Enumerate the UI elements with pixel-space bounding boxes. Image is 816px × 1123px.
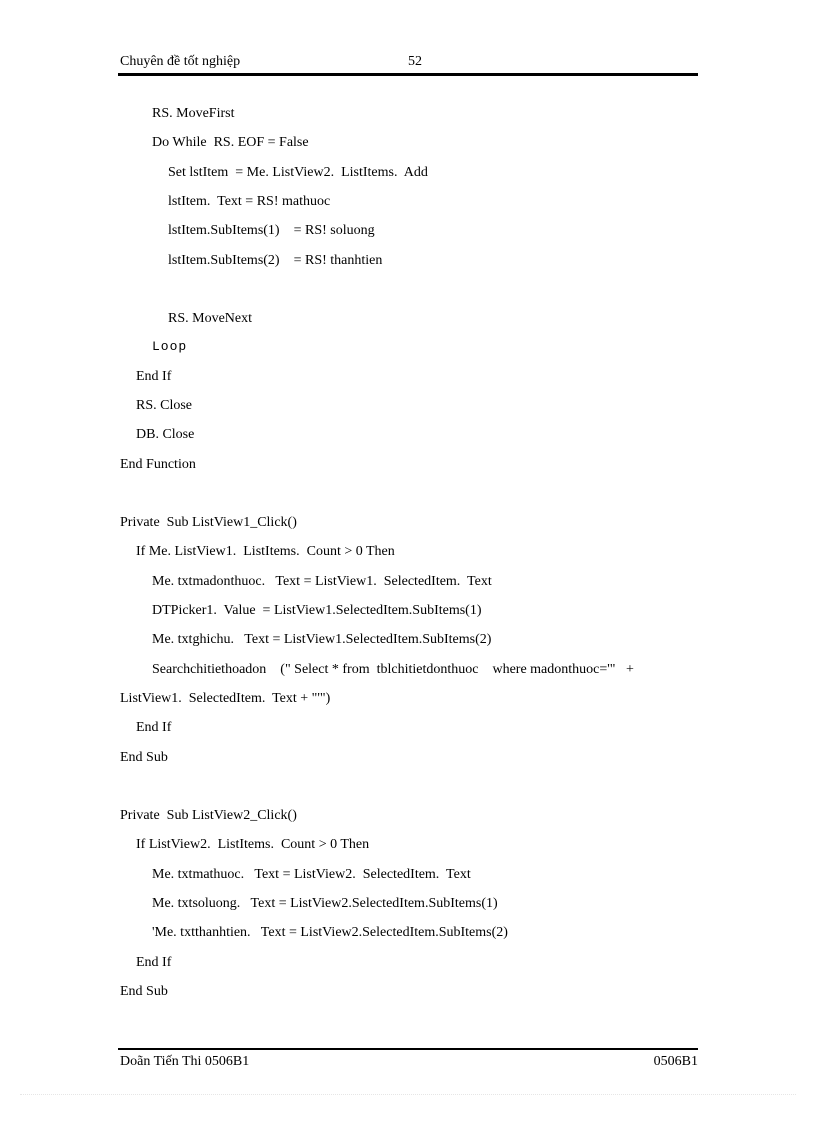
code-line: End If [136, 720, 172, 735]
document-title: Chuyên đề tốt nghiệp [120, 54, 241, 69]
page-footer [120, 1054, 698, 1074]
code-line: If Me. ListView1. ListItems. Count > 0 Then [136, 544, 395, 559]
code-line: End Sub [120, 750, 168, 765]
code-line: RS. MoveFirst [152, 106, 235, 121]
code-line: If ListView2. ListItems. Count > 0 Then [136, 837, 370, 852]
code-line: Me. txtsoluong. Text = ListView2.SelectedItem.SubItems(1) [152, 896, 498, 911]
footer-code: 0506B1 [653, 1054, 698, 1069]
code-line: Me. txtmadonthuoc. Text = ListView1. SelectedItem. Text [152, 574, 492, 589]
header-rule [118, 73, 698, 76]
code-line: Loop [152, 339, 188, 354]
page-number: 52 [408, 54, 422, 69]
code-line: End If [136, 369, 172, 384]
code-line: End Sub [120, 984, 168, 999]
code-line: RS. MoveNext [168, 311, 252, 326]
code-line: lstItem.SubItems(1) = RS! soluong [168, 223, 375, 238]
code-line: ListView1. SelectedItem. Text + "'") [120, 691, 331, 706]
footer-author: Doãn Tiến Thi 0506B1 [120, 1054, 250, 1069]
code-line: End If [136, 955, 172, 970]
code-line: Private Sub ListView2_Click() [120, 808, 297, 823]
code-line: 'Me. txtthanhtien. Text = ListView2.SelectedItem.SubItems(2) [152, 925, 508, 940]
code-line: Do While RS. EOF = False [152, 135, 309, 150]
code-line: lstItem. Text = RS! mathuoc [168, 194, 331, 209]
code-line: Set lstItem = Me. ListView2. ListItems. Add [168, 165, 428, 180]
footer-rule [118, 1048, 698, 1050]
code-line: lstItem.SubItems(2) = RS! thanhtien [168, 253, 383, 268]
code-line: Private Sub ListView1_Click() [120, 515, 297, 530]
code-line: DB. Close [136, 427, 195, 442]
code-line: RS. Close [136, 398, 193, 413]
code-line: DTPicker1. Value = ListView1.SelectedItem.SubItems(1) [152, 603, 482, 618]
page-edge [20, 1094, 796, 1095]
code-line: End Function [120, 457, 196, 472]
code-line: Searchchitiethoadon (" Select * from tblchitietdonthuoc where madonthuoc='" + [152, 662, 634, 677]
code-line: Me. txtmathuoc. Text = ListView2. SelectedItem. Text [152, 867, 471, 882]
page-header [120, 52, 698, 74]
code-line: Me. txtghichu. Text = ListView1.SelectedItem.SubItems(2) [152, 632, 492, 647]
